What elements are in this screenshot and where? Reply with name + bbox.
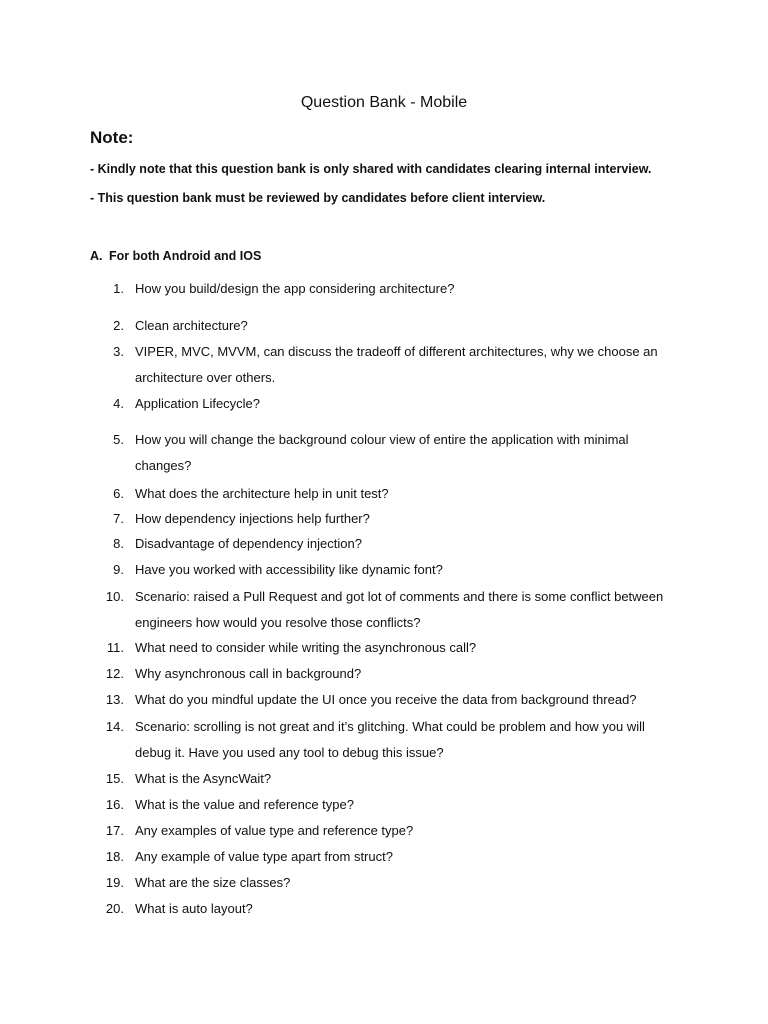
question-text: VIPER, MVC, MVVM, can discuss the tradeoff of different architectures, why we choose an architecture over others. — [135, 344, 658, 385]
question-number: 10. — [105, 589, 124, 604]
question-number: 8. — [113, 536, 124, 551]
question-text: What is the AsyncWait? — [135, 771, 272, 786]
question-number: 6. — [113, 486, 124, 501]
question-number: 15. — [105, 771, 124, 786]
question-text: Clean architecture? — [135, 318, 248, 333]
question-text: Any example of value type apart from struct? — [135, 849, 393, 864]
question-text: What is auto layout? — [135, 901, 253, 916]
question-number: 20. — [105, 901, 124, 916]
question-number: 3. — [113, 344, 124, 359]
question-text: How you will change the background colour view of entire the application with minimal changes? — [135, 432, 629, 473]
question-text: How you build/design the app considering architecture? — [135, 281, 455, 296]
question-text: What do you mindful update the UI once you receive the data from background thread? — [135, 692, 637, 707]
question-text: Scenario: raised a Pull Request and got lot of comments and there is some conflict between engineers how would you resolve those conflicts? — [135, 589, 664, 630]
question-number: 19. — [105, 875, 124, 890]
question-text: Application Lifecycle? — [135, 396, 261, 411]
document-title: Question Bank - Mobile — [300, 94, 468, 111]
question-number: 1. — [113, 281, 124, 296]
question-number: 14. — [105, 719, 124, 734]
question-number: 16. — [105, 797, 124, 812]
question-text: What is the value and reference type? — [135, 797, 354, 812]
question-text: What does the architecture help in unit test? — [135, 486, 389, 501]
question-number: 12. — [105, 666, 124, 681]
question-text: Have you worked with accessibility like dynamic font? — [135, 562, 443, 577]
question-number: 4. — [113, 396, 124, 411]
question-text: Scenario: scrolling is not great and it’s glitching. What could be problem and how you will debug it. Have you used any tool to debug this issue? — [135, 719, 645, 760]
note-line-client-interview: - This question bank must be reviewed by candidates before client interview. — [90, 191, 546, 205]
question-number: 7. — [113, 511, 124, 526]
question-number: 18. — [105, 849, 124, 864]
question-text: Why asynchronous call in background? — [135, 666, 362, 681]
question-number: 5. — [113, 432, 124, 447]
question-number: 9. — [113, 562, 124, 577]
section-heading — [90, 249, 261, 263]
section-title: For both Android and IOS — [109, 249, 262, 263]
question-text: How dependency injections help further? — [135, 511, 370, 526]
question-number: 13. — [105, 692, 124, 707]
question-number: 17. — [105, 823, 124, 838]
question-text: What are the size classes? — [135, 875, 291, 890]
question-text: Disadvantage of dependency injection? — [135, 536, 362, 551]
section-letter: A. — [90, 249, 103, 263]
question-text: Any examples of value type and reference type? — [135, 823, 414, 838]
note-heading: Note: — [90, 128, 134, 147]
question-number: 2. — [113, 318, 124, 333]
question-number: 11. — [106, 640, 124, 655]
question-text: What need to consider while writing the asynchronous call? — [135, 640, 477, 655]
note-line-internal-interview: - Kindly note that this question bank is only shared with candidates clearing internal interview. — [90, 162, 652, 176]
